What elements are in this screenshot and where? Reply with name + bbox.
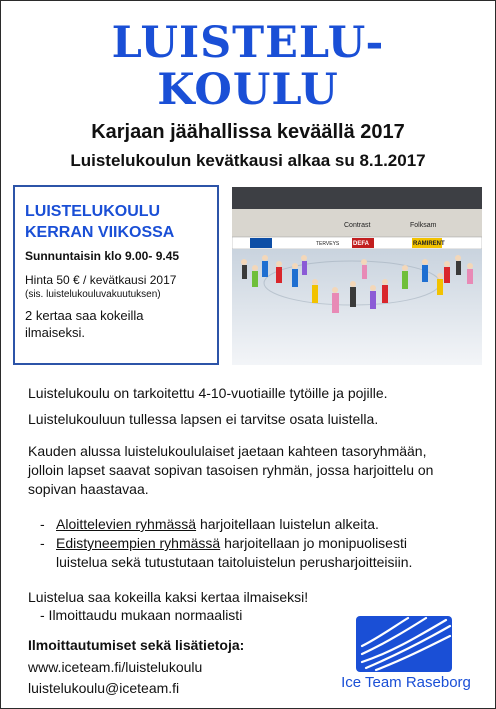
paragraph-level-groups-line-2: jolloin lapset saavat sopivan tasoisen ryhmän, jossa harjoittelu on	[28, 462, 434, 478]
info-trial-line-2: ilmaiseksi.	[25, 325, 85, 340]
banner-defa: DEFA	[353, 241, 370, 247]
banner-folksam: Folksam	[410, 222, 437, 229]
paragraph-no-skill-needed: Luistelukouluun tullessa lapsen ei tarvitse osata luistella.	[28, 411, 379, 427]
title-line-2: KOULU	[157, 65, 339, 115]
list-dash: -	[40, 535, 45, 551]
paragraph-register-note: - Ilmoittaudu mukaan normaalisti	[40, 607, 243, 623]
banner-contrast: Contrast	[344, 222, 371, 229]
beginners-group-text: harjoitellaan luistelun alkeita.	[196, 516, 379, 532]
info-trial-line-1: 2 kertaa saa kokeilla	[25, 308, 144, 323]
ice-rink-photo	[232, 187, 482, 365]
contact-heading: Ilmoittautumiset sekä lisätietoja:	[28, 637, 245, 653]
advanced-group-label: Edistyneempien ryhmässä	[56, 535, 221, 551]
list-item-advanced	[40, 534, 412, 553]
paragraph-level-groups-line-1: Kauden alussa luistelukoululaiset jaetaan kahteen tasoryhmään,	[28, 443, 427, 459]
contact-block	[28, 636, 244, 698]
info-time: Sunnuntaisin klo 9.00- 9.45	[25, 249, 180, 263]
info-price: Hinta 50 € / kevätkausi 2017	[25, 273, 177, 287]
info-trial	[25, 307, 209, 341]
banner-ramirent: RAMIRENT	[413, 241, 445, 247]
info-insurance: (sis. luistelukouluvakuutuksen)	[25, 289, 161, 300]
contact-email[interactable]: luistelukoulu@iceteam.fi	[28, 680, 180, 696]
paragraph-target-group: Luistelukoulu on tarkoitettu 4-10-vuotiaille tytöille ja pojille.	[28, 385, 388, 401]
subtitle-start-date: Luistelukoulun kevätkausi alkaa su 8.1.2017	[70, 151, 426, 170]
info-box	[13, 185, 219, 365]
list-item-advanced-continued	[40, 553, 412, 572]
list-item-beginners	[40, 515, 412, 534]
paragraph-free-trial: Luistelua saa kokeilla kaksi kertaa ilmaiseksi!	[28, 589, 309, 605]
list-dash: -	[40, 516, 45, 532]
advanced-group-text: harjoitellaan jo monipuolisesti	[220, 535, 407, 551]
subtitle-location: Karjaan jäähallissa keväällä 2017	[91, 121, 405, 143]
paragraph-level-groups-line-3: sopivan haastavaa.	[28, 481, 149, 497]
ice-rink-illustration	[232, 187, 482, 365]
advanced-group-text-continued: luistelua sekä tutustutaan taitoluistelun perusharjoitteisiin.	[56, 554, 413, 570]
title-line-1: LUISTELU-	[111, 18, 385, 68]
contact-url[interactable]: www.iceteam.fi/luistelukoulu	[28, 659, 203, 675]
banner-terveys: TERVEYS	[316, 241, 340, 247]
paragraph-level-groups	[28, 442, 433, 499]
info-heading-1: LUISTELUKOULU	[25, 203, 161, 220]
skate-blade-icon	[322, 612, 486, 674]
info-heading-2: KERRAN VIIKOSSA	[25, 224, 175, 241]
logo-text: Ice Team Raseborg	[341, 674, 471, 691]
group-list	[40, 515, 412, 572]
beginners-group-label: Aloittelevien ryhmässä	[56, 516, 197, 532]
